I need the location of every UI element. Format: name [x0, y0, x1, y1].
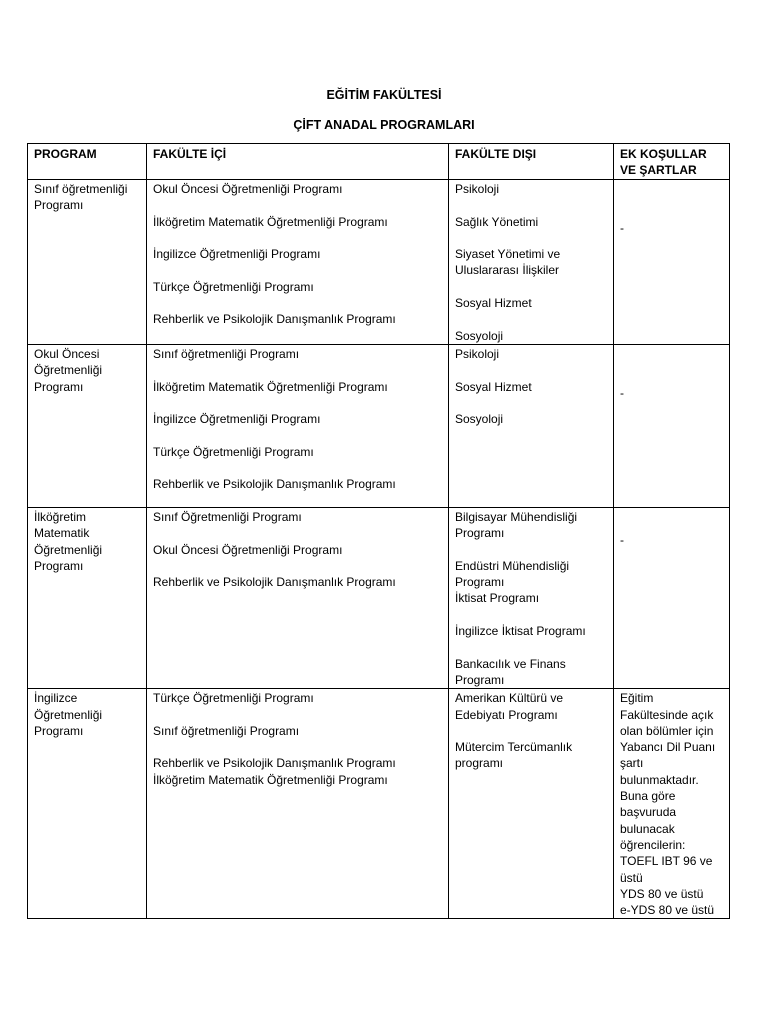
- list-item: Sosyal Hizmet: [455, 296, 532, 311]
- list-item: Rehberlik ve Psikolojik Danışmanlık Programı: [153, 575, 396, 590]
- list-item: Bankacılık ve Finans Programı: [455, 656, 566, 687]
- extra-requirement: e-YDS 80 ve üstü: [620, 903, 715, 918]
- list-item: Okul Öncesi Öğretmenliği Programı: [153, 542, 343, 557]
- program-cell: Sınıf öğretmenliği Programı: [28, 180, 147, 345]
- list-item: İngilizce İktisat Programı: [455, 624, 586, 639]
- extra-value: -: [620, 532, 624, 547]
- list-item: Sınıf öğretmenliği Programı: [153, 346, 300, 361]
- list-item: İktisat Programı: [455, 591, 540, 606]
- table-row: [28, 180, 730, 345]
- page-title: ÇİFT ANADAL PROGRAMLARI: [293, 118, 475, 132]
- list-item: Türkçe Öğretmenliği Programı: [153, 279, 314, 294]
- list-item: İlköğretim Matematik Öğretmenliği Programı: [153, 379, 388, 394]
- program-cell: İngilizce Öğretmenliği Programı: [28, 689, 147, 919]
- outside-cell: [449, 344, 614, 507]
- table-header-row: [28, 144, 730, 180]
- extra-note: Eğitim Fakültesinde açık olan bölümler için Yabancı Dil Puanı şartı bulunmaktadır. Buna göre başvuruda bulunacak öğrencilerin:: [620, 691, 716, 852]
- inside-cell: [147, 344, 449, 507]
- list-item: Mütercim Tercümanlık programı: [455, 740, 573, 771]
- list-item: Sosyoloji: [455, 328, 504, 343]
- column-header-program: PROGRAM: [28, 144, 147, 180]
- list-item: Sınıf öğretmenliği Programı: [153, 723, 300, 738]
- list-item: Sağlık Yönetimi: [455, 214, 539, 229]
- outside-cell: [449, 689, 614, 919]
- list-item: Rehberlik ve Psikolojik Danışmanlık Programı: [153, 756, 396, 771]
- list-item: Siyaset Yönetimi ve Uluslararası İlişkiler: [455, 247, 561, 278]
- list-item: Endüstri Mühendisliği Programı: [455, 558, 570, 590]
- inside-cell: [147, 689, 449, 919]
- extra-cell: [614, 507, 730, 688]
- extra-requirement: YDS 80 ve üstü: [620, 886, 704, 901]
- list-item: Rehberlik ve Psikolojik Danışmanlık Programı: [153, 312, 396, 327]
- list-item: Psikoloji: [455, 346, 500, 361]
- list-item: Psikoloji: [455, 182, 500, 196]
- faculty-title: EĞİTİM FAKÜLTESİ: [326, 88, 442, 102]
- list-item: İngilizce Öğretmenliği Programı: [153, 247, 321, 262]
- table-row: [28, 507, 730, 688]
- outside-cell: [449, 507, 614, 688]
- column-header-outside: FAKÜLTE DIŞI: [449, 144, 614, 180]
- extra-cell: [614, 689, 730, 919]
- list-item: Rehberlik ve Psikolojik Danışmanlık Programı: [153, 477, 396, 492]
- extra-value: -: [620, 385, 624, 400]
- inside-cell: [147, 180, 449, 345]
- list-item: Okul Öncesi Öğretmenliği Programı: [153, 182, 343, 196]
- list-item: İngilizce Öğretmenliği Programı: [153, 412, 321, 427]
- program-cell: Okul Öncesi Öğretmenliği Programı: [28, 344, 147, 507]
- list-item: Sınıf Öğretmenliği Programı: [153, 509, 302, 524]
- list-item: Sosyoloji: [455, 412, 504, 427]
- list-item: Amerikan Kültürü ve Edebiyatı Programı: [455, 691, 564, 722]
- list-item: Türkçe Öğretmenliği Programı: [153, 691, 314, 706]
- list-item: İlköğretim Matematik Öğretmenliği Programı: [153, 772, 388, 787]
- list-item: Bilgisayar Mühendisliği Programı: [455, 509, 578, 541]
- extra-cell: [614, 180, 730, 345]
- extra-cell: [614, 344, 730, 507]
- column-header-inside: FAKÜLTE İÇİ: [147, 144, 449, 180]
- list-item: İlköğretim Matematik Öğretmenliği Programı: [153, 214, 388, 229]
- extra-value: -: [620, 221, 624, 235]
- outside-cell: [449, 180, 614, 345]
- double-major-table: [27, 143, 730, 919]
- inside-cell: [147, 507, 449, 688]
- column-header-extra: EK KOŞULLAR VE ŞARTLAR: [614, 144, 730, 180]
- table-row: [28, 689, 730, 919]
- table-row: [28, 344, 730, 507]
- list-item: Türkçe Öğretmenliği Programı: [153, 444, 314, 459]
- extra-requirement: TOEFL IBT 96 ve üstü: [620, 854, 713, 885]
- list-item: Sosyal Hizmet: [455, 379, 532, 394]
- program-cell: İlköğretim Matematik Öğretmenliği Programı: [28, 507, 147, 688]
